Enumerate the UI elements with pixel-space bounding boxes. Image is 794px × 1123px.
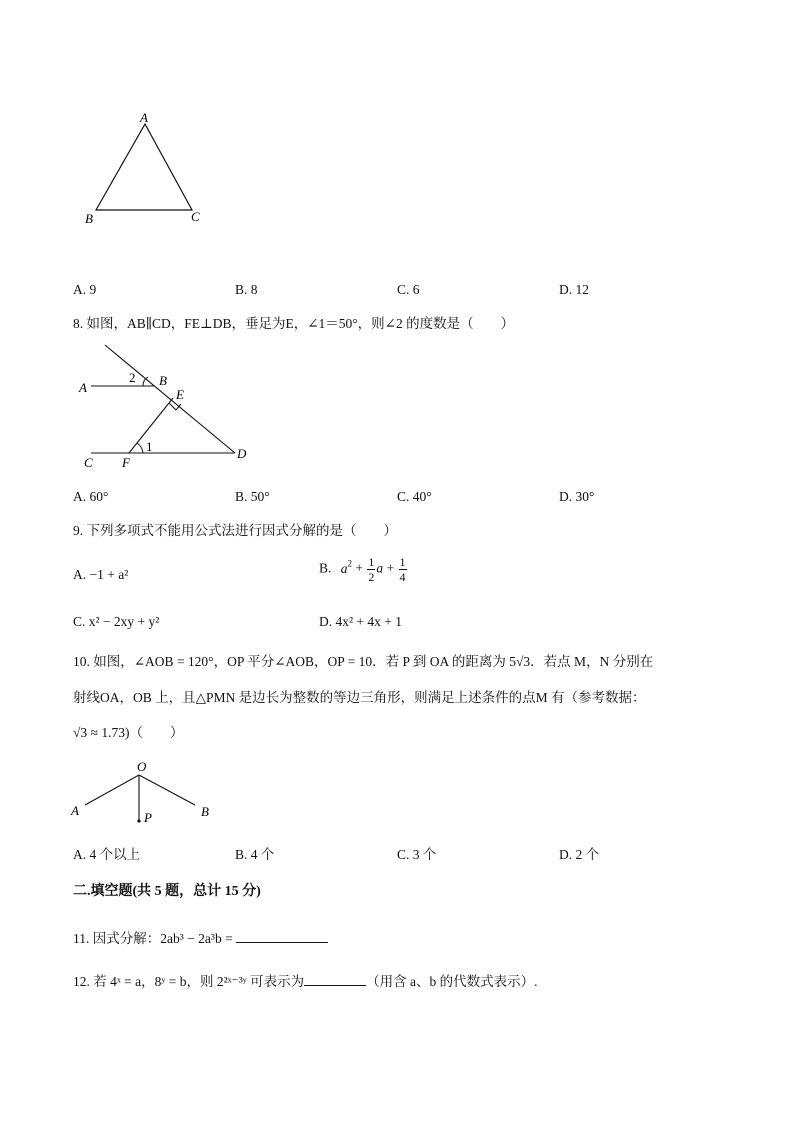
q9-text: 下列多项式不能用公式法进行因式分解的是（ ） [86,523,397,538]
q9-option-a[interactable]: A. −1 + a² [73,567,129,582]
q10-line-3: √3 ≈ 1.73)（ ） [73,725,184,740]
q11-text: 因式分解：2ab³ − 2a³b = [92,931,233,946]
fig10-label-a: A [71,803,79,818]
q10-line-1 [73,650,653,670]
q10-option-a[interactable]: A. 4 个以上 [73,847,141,862]
q11-question [73,927,328,947]
q10-option-d[interactable]: D. 2 个 [559,847,600,862]
q9-option-b-prefix: B. [319,560,332,576]
q7-option-c[interactable]: C. 6 [397,282,420,297]
fig10-label-o: O [137,759,147,774]
q10-line-1-text: 如图，∠AOB = 120°，OP 平分∠AOB，OP = 10．若 P 到 OA 的距离为 5√3．若点 M，N 分别在 [93,654,654,669]
vertex-label-b: B [85,211,93,226]
q12-text-prefix: 若 4ˣ = a，8ʸ = b，则 2²ˣ⁻³ʸ 可表示为 [93,974,305,989]
fig8-label-one: 1 [146,439,153,454]
q12-question [73,970,538,990]
fig8-label-b: B [159,373,167,388]
fig10-label-p: P [144,810,152,825]
q8-option-b[interactable]: B. 50° [235,489,270,504]
q9-option-b-fraction-half: $\frac{1}{2}$ [368,555,375,584]
q10-option-c[interactable]: C. 3 个 [397,847,437,862]
q9-number: 9. [73,523,84,538]
q12-answer-blank[interactable] [304,985,366,986]
fig10-label-b: B [201,804,209,819]
fig8-label-e: E [176,387,184,402]
fig8-label-f: F [122,455,130,470]
fig8-label-a: A [79,380,87,395]
fig8-label-d: D [237,446,247,461]
q9-option-d[interactable]: D. 4x² + 4x + 1 [319,614,403,629]
vertex-label-a: A [140,110,148,125]
q9-option-b[interactable]: B. $a^2$ + $\frac{1}{2}$ a + $\frac{1}{4}$ [319,555,406,584]
q9-option-c[interactable]: C. x² − 2xy + y² [73,614,160,629]
q8-number: 8. [73,316,84,331]
q10-line-2: 射线OA，OB 上，且△PMN 是边长为整数的等边三角形，则满足上述条件的点M 有（参考数据： [73,690,646,705]
q8-option-d[interactable]: D. 30° [559,489,595,504]
q12-text-suffix: （用含 a、b 的代数式表示）. [366,974,538,989]
section-2-heading: 二.填空题(共 5 题，总计 15 分) [73,884,261,899]
q10-number: 10. [73,654,90,669]
q8-text: 如图，AB∥CD，FE⊥DB，垂足为E，∠1＝50°，则∠2 的度数是（ ） [86,316,515,331]
q11-answer-blank[interactable] [236,942,328,943]
q8-option-c[interactable]: C. 40° [397,489,432,504]
q7-option-d[interactable]: D. 12 [559,282,589,297]
fig8-label-two: 2 [129,370,136,385]
q10-option-b[interactable]: B. 4 个 [235,847,275,862]
angle-aob-figure [65,755,225,830]
q11-number: 11. [73,931,90,946]
q7-option-a[interactable]: A. 9 [73,282,97,297]
q9-option-b-fraction-quarter: $\frac{1}{4}$ [399,555,406,584]
vertex-label-c: C [191,209,200,224]
triangle-abc-figure [80,110,220,235]
q7-option-b[interactable]: B. 8 [235,282,258,297]
fig8-label-c: C [84,455,93,470]
q12-number: 12. [73,974,90,989]
q8-option-a[interactable]: A. 60° [73,489,109,504]
q9-question [73,519,397,539]
parallel-lines-figure [75,340,260,475]
q8-question [73,312,514,332]
